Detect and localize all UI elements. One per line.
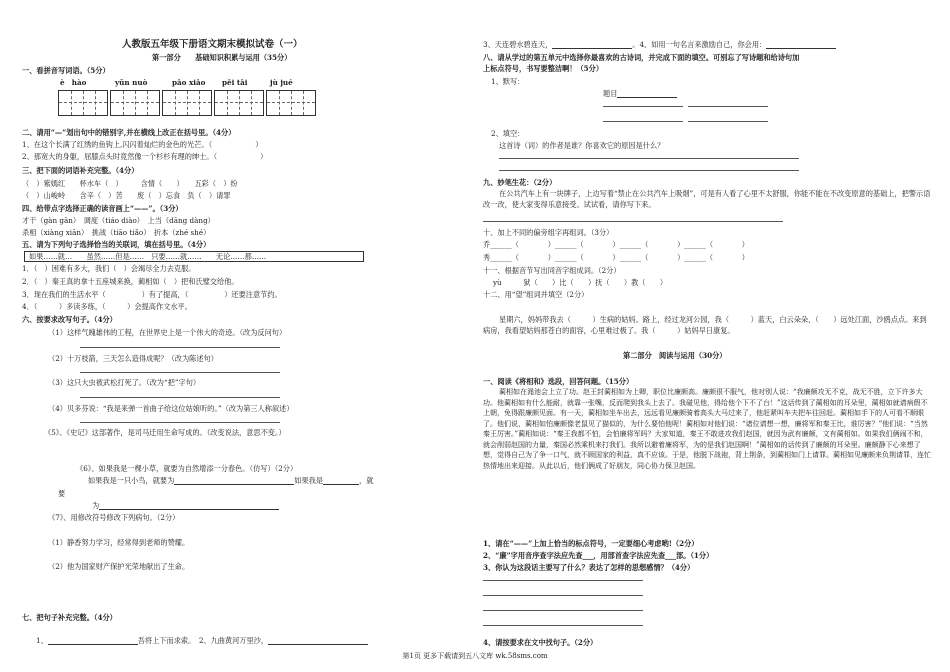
q5-sentence-2: 2．（ ）秦王真的拿十五座城来换，蔺相如（ ）把和氏璧交给他。	[22, 277, 239, 286]
answer-line[interactable]	[499, 158, 799, 159]
answer-line[interactable]	[80, 372, 280, 373]
reading-q2: 2、“廉”字用音序查字法应先查___，用部首查字法应先查___部。（1分）	[483, 551, 714, 560]
page-footer: 第1页 更多下载请到五八文库 wk.58sms.com	[402, 652, 548, 660]
q6-item-7b: （2）他为国家财产保护光荣地献出了生命。	[48, 562, 190, 571]
q2-sentence-2: 2、那宽大的身躯，屈膝点头时竟然像一个杉杉有理的绅士。（ ）	[22, 152, 268, 161]
answer-blank[interactable]	[268, 637, 368, 645]
q12-heading: 十二、用“望”组词并填空（2分）	[483, 290, 589, 299]
answer-blank[interactable]	[552, 41, 632, 49]
q10-heading: 十、加上不同的偏旁组字再组词。（3分）	[483, 228, 614, 237]
q5-sentence-3: 3．现在我们的生活水平（ ）有了提高，（ ）还要注意节约。	[22, 290, 282, 299]
q2-sentence-1: 1、在这个长满了红绣的鱼钩上,闪闪着灿烂的金色的光芒。（ ）	[22, 140, 263, 149]
reading-q1: 1、请在“——”上加上恰当的标点符号，一定要细心考虑哟!（2分）	[483, 539, 699, 548]
reading-q4: 4、请按要求在文中找句子。（2分）	[483, 638, 598, 647]
pinyin-5: jù jué	[270, 78, 293, 87]
q6-item-6-middle: 如果我是	[294, 476, 324, 485]
q4-row-1: 才干（gàn gān） 调度（tiáo diào） 上当（dāng dàng）	[22, 216, 215, 225]
q3-row-2: （ ）山峻岭 含辛（ ）苦 废（ ）忘食 负（ ）请罪	[22, 191, 231, 200]
q9-paragraph: 在公共汽车上有一块牌子，上边写着“禁止在公共汽车上吸烟”，可是有人看了心里不太舒服，你能不能在不改变原意的基础上，把警示语改一改，使大家变得乐意接受。试试看，请你写下来。	[483, 189, 931, 209]
q10-row-1: 乔______（ ）______（ ）______（ ）______（ ）	[483, 240, 749, 249]
answer-line[interactable]	[80, 347, 280, 348]
q8-part-2: 2、填空：	[491, 129, 525, 138]
answer-line[interactable]	[603, 121, 683, 122]
q4-heading: 四、给带点字选择正确的读音画上“——”。（3分）	[22, 204, 183, 213]
q2-heading: 二、请用“—”划出句中的错别字,并在横线上改正在括号里。（4分）	[22, 128, 236, 137]
grid-box-2[interactable]	[110, 90, 160, 116]
right-top-line	[483, 40, 836, 49]
answer-line[interactable]	[483, 595, 643, 596]
q7-item-1-number: 1、	[36, 636, 48, 645]
exam-title: 人教版五年级下册语文期末模拟试卷（一）	[122, 39, 303, 50]
pinyin-1: è hào	[60, 78, 87, 87]
q11-heading: 十一、根据音节写出同音字组成词。（2分）	[483, 266, 621, 275]
q11-row: yù 狱（ ）比（ ）抚（ ）教（ ）	[493, 278, 668, 287]
pinyin-3: pāo xiāo	[172, 78, 206, 87]
answer-line[interactable]	[603, 106, 683, 107]
answer-line[interactable]	[483, 580, 643, 581]
grid-box-3[interactable]	[162, 90, 212, 116]
q6-item-4: （4）贝多芬说：“我是来弹一首曲子给这位姑娘听的。”（改为第三人称叙述）	[48, 404, 294, 413]
q6-item-2: （2）十万枝箭，三天怎么造得成呢？（改为陈述句）	[48, 354, 218, 363]
answer-line[interactable]	[483, 625, 643, 626]
r0-prefix: 3、天连碧水碧连天，	[483, 40, 553, 49]
grid-box-4[interactable]	[214, 90, 264, 116]
q6-item-6-prompt	[88, 476, 373, 485]
q8-part-1: 1、默写：	[491, 77, 525, 86]
poem-title-label: 题目	[603, 89, 618, 98]
q7-items	[36, 636, 368, 645]
answer-blank[interactable]	[99, 502, 279, 510]
q6-item-6-line	[92, 501, 279, 510]
q5-heading: 五、请为下列句子选择恰当的关联词，填在括号里。（4分）	[22, 240, 211, 249]
reading-q3: 3、你认为这段话主要写了什么？表达了怎样的思想感情？（4分）	[483, 563, 695, 572]
q6-item-7: 《7》、用修改符号修改下列病句。（2分）	[48, 513, 180, 522]
answer-line[interactable]	[688, 106, 768, 107]
q6-item-6-wei: 为	[92, 501, 100, 510]
q5-word-box: 如果……就… 虽然……但是…… 只要……就…… 无论……都……	[24, 251, 364, 262]
q7-heading: 七、把句子补充完整。（4分）	[22, 613, 117, 622]
answer-blank[interactable]	[323, 477, 359, 485]
answer-line[interactable]	[483, 221, 783, 222]
q12-paragraph: 星期六，妈妈带我去（ ）生病的姑妈。路上，经过龙河公园，我（ ）蓝天，白云朵朵，（ ）远处江面，沙鸥点点。来到病房，我看望姑妈那苍白的面容，心里难过极了。我（ ）姑妈早日康复。	[483, 315, 927, 335]
answer-blank[interactable]	[617, 90, 677, 98]
q4-row-2: 杀相（xiàng xiān） 挑战（tiāo tiǎo） 折本（zhé shé）	[22, 228, 211, 237]
q6-item-3: （3）这只大虫被武松打死了。（改为“把”字句）	[48, 378, 201, 387]
answer-line[interactable]	[499, 170, 799, 171]
q8-question: 这首诗（词）的作者是谁？你喜欢它的原因是什么？	[499, 141, 665, 150]
answer-blank[interactable]	[766, 41, 836, 49]
answer-line[interactable]	[688, 121, 768, 122]
grid-box-1[interactable]	[58, 90, 108, 116]
part-two-heading: 第二部分 阅读与运用（30分）	[623, 351, 727, 360]
q7-item-text: 吾将上下而求索。 2、九曲黄河万里沙，	[137, 636, 269, 645]
answer-blank[interactable]	[174, 477, 294, 485]
pinyin-4: pēi tāi	[222, 78, 248, 87]
part-one-heading: 第一部分 基础知识积累与运用（35分）	[152, 53, 292, 62]
answer-line[interactable]	[80, 422, 280, 423]
q10-row-2: 秀______（ ）______（ ）______（ ）______（ ）	[483, 253, 749, 262]
q9-heading: 九、妙笔生花：（2分）	[483, 178, 557, 187]
q3-heading: 三、把下面的词语补充完整。（4分）	[22, 166, 139, 175]
pinyin-2: yǔn nuò	[115, 78, 148, 87]
q6-item-5: 《5》、《史记》这部著作，是司马迁用生命写成的。（改变说法，意思不变。）	[44, 428, 286, 437]
reading-heading: 一、阅读《将相和》选段，回答问题。（15分）	[483, 377, 634, 386]
q6-item-6-prefix: 如果我是一只小鸟，就要为	[88, 476, 175, 485]
answer-blank[interactable]	[48, 637, 138, 645]
q6-heading: 六、按要求改写句子。（4分）	[22, 315, 117, 324]
answer-line[interactable]	[80, 397, 280, 398]
q6-item-6-comma: ，就	[359, 476, 374, 485]
grid-box-5[interactable]	[266, 90, 316, 116]
q5-sentence-4: 4．（ ）多读多练，（ ）会提高作文水平。	[22, 302, 192, 311]
q8-poem-title	[603, 89, 677, 98]
r0-suffix: 。4、如用一句名言来激励自己，你会用：	[632, 40, 767, 49]
reading-passage: 蔺相如在渑池会上立了功。赵王封蔺相如为上卿，职位比廉颇高。廉颇很不服气，他对别人说：“我廉颇攻无不克，战无不胜，立下许多大功。他蔺相如有什么能耐，就靠一张嘴，反而爬到我头上去了。我碰见他，得给他个下不了台！”这话传到了蔺相如的耳朵里，蔺相如就请病假不上朝，免得跟廉颇见面。有一天，蔺相如坐车出去，远远看见廉颇骑着高头大马过来了，他赶紧叫车夫把车往回赶。蔺相如手下的人可看不顺眼了。他们说，蔺相如怕廉颇像老鼠见了猫似的，为什么要怕他呢！蔺相如对他们说：“诸位请想一想，廉将军和秦王比，谁厉害？”他们说：“当然秦王厉害。”蔺相如说：“秦王我都不怕，会怕廉将军吗？大家知道，秦王不敢进攻我们赵国，就因为武有廉颇，文有蔺相如。如果我们俩闹不和，就会削弱赵国的力量，秦国必然乘机来打我们。我所以避着廉将军，为的是我们赵国啊！”蔺相如的话传到了廉颇的耳朵里。廉颇静下心来想了想，觉得自己为了争一口气，就不顾国家的利益，真不应该。于是，他脱下战袍，背上荆条，到蔺相如门上请罪。蔺相如见廉颇来负荆请罪，连忙热情地出来迎接。从此以后，他们俩成了好朋友，同心协力保卫赵国。	[483, 388, 931, 470]
q5-sentence-1: 1．（ ）困难有多大，我们（ ）会竭尽全力去克服。	[22, 264, 196, 273]
q6-item-7a: （1）静香努力学习，经常得到老师的赞耀。	[48, 538, 190, 547]
q3-row-1: （ ）紫嫣红 杯水车（ ） 含情（ ） 五彩（ ）纷	[22, 179, 238, 188]
q8-heading-2: 上标点符号，书写要整洁啊！（5分）	[483, 64, 604, 73]
q6-item-6-yao: 要	[58, 489, 66, 498]
q6-item-1: （1）这样气魄雄伟的工程，在世界史上是一个伟大的奇迹。（改为反问句）	[48, 328, 287, 337]
q8-heading: 八、请从学过的第五单元中选择你最喜欢的古诗词，并完成下面的填空。可别忘了写诗题和给诗句加	[483, 53, 800, 62]
answer-line[interactable]	[483, 610, 643, 611]
q6-item-6: 《6》、如果我是一棵小草，就要为自然增添一分春色。（仿写）（2分）	[76, 464, 298, 473]
q1-heading: 一、看拼音写词语。（5分）	[22, 66, 110, 75]
